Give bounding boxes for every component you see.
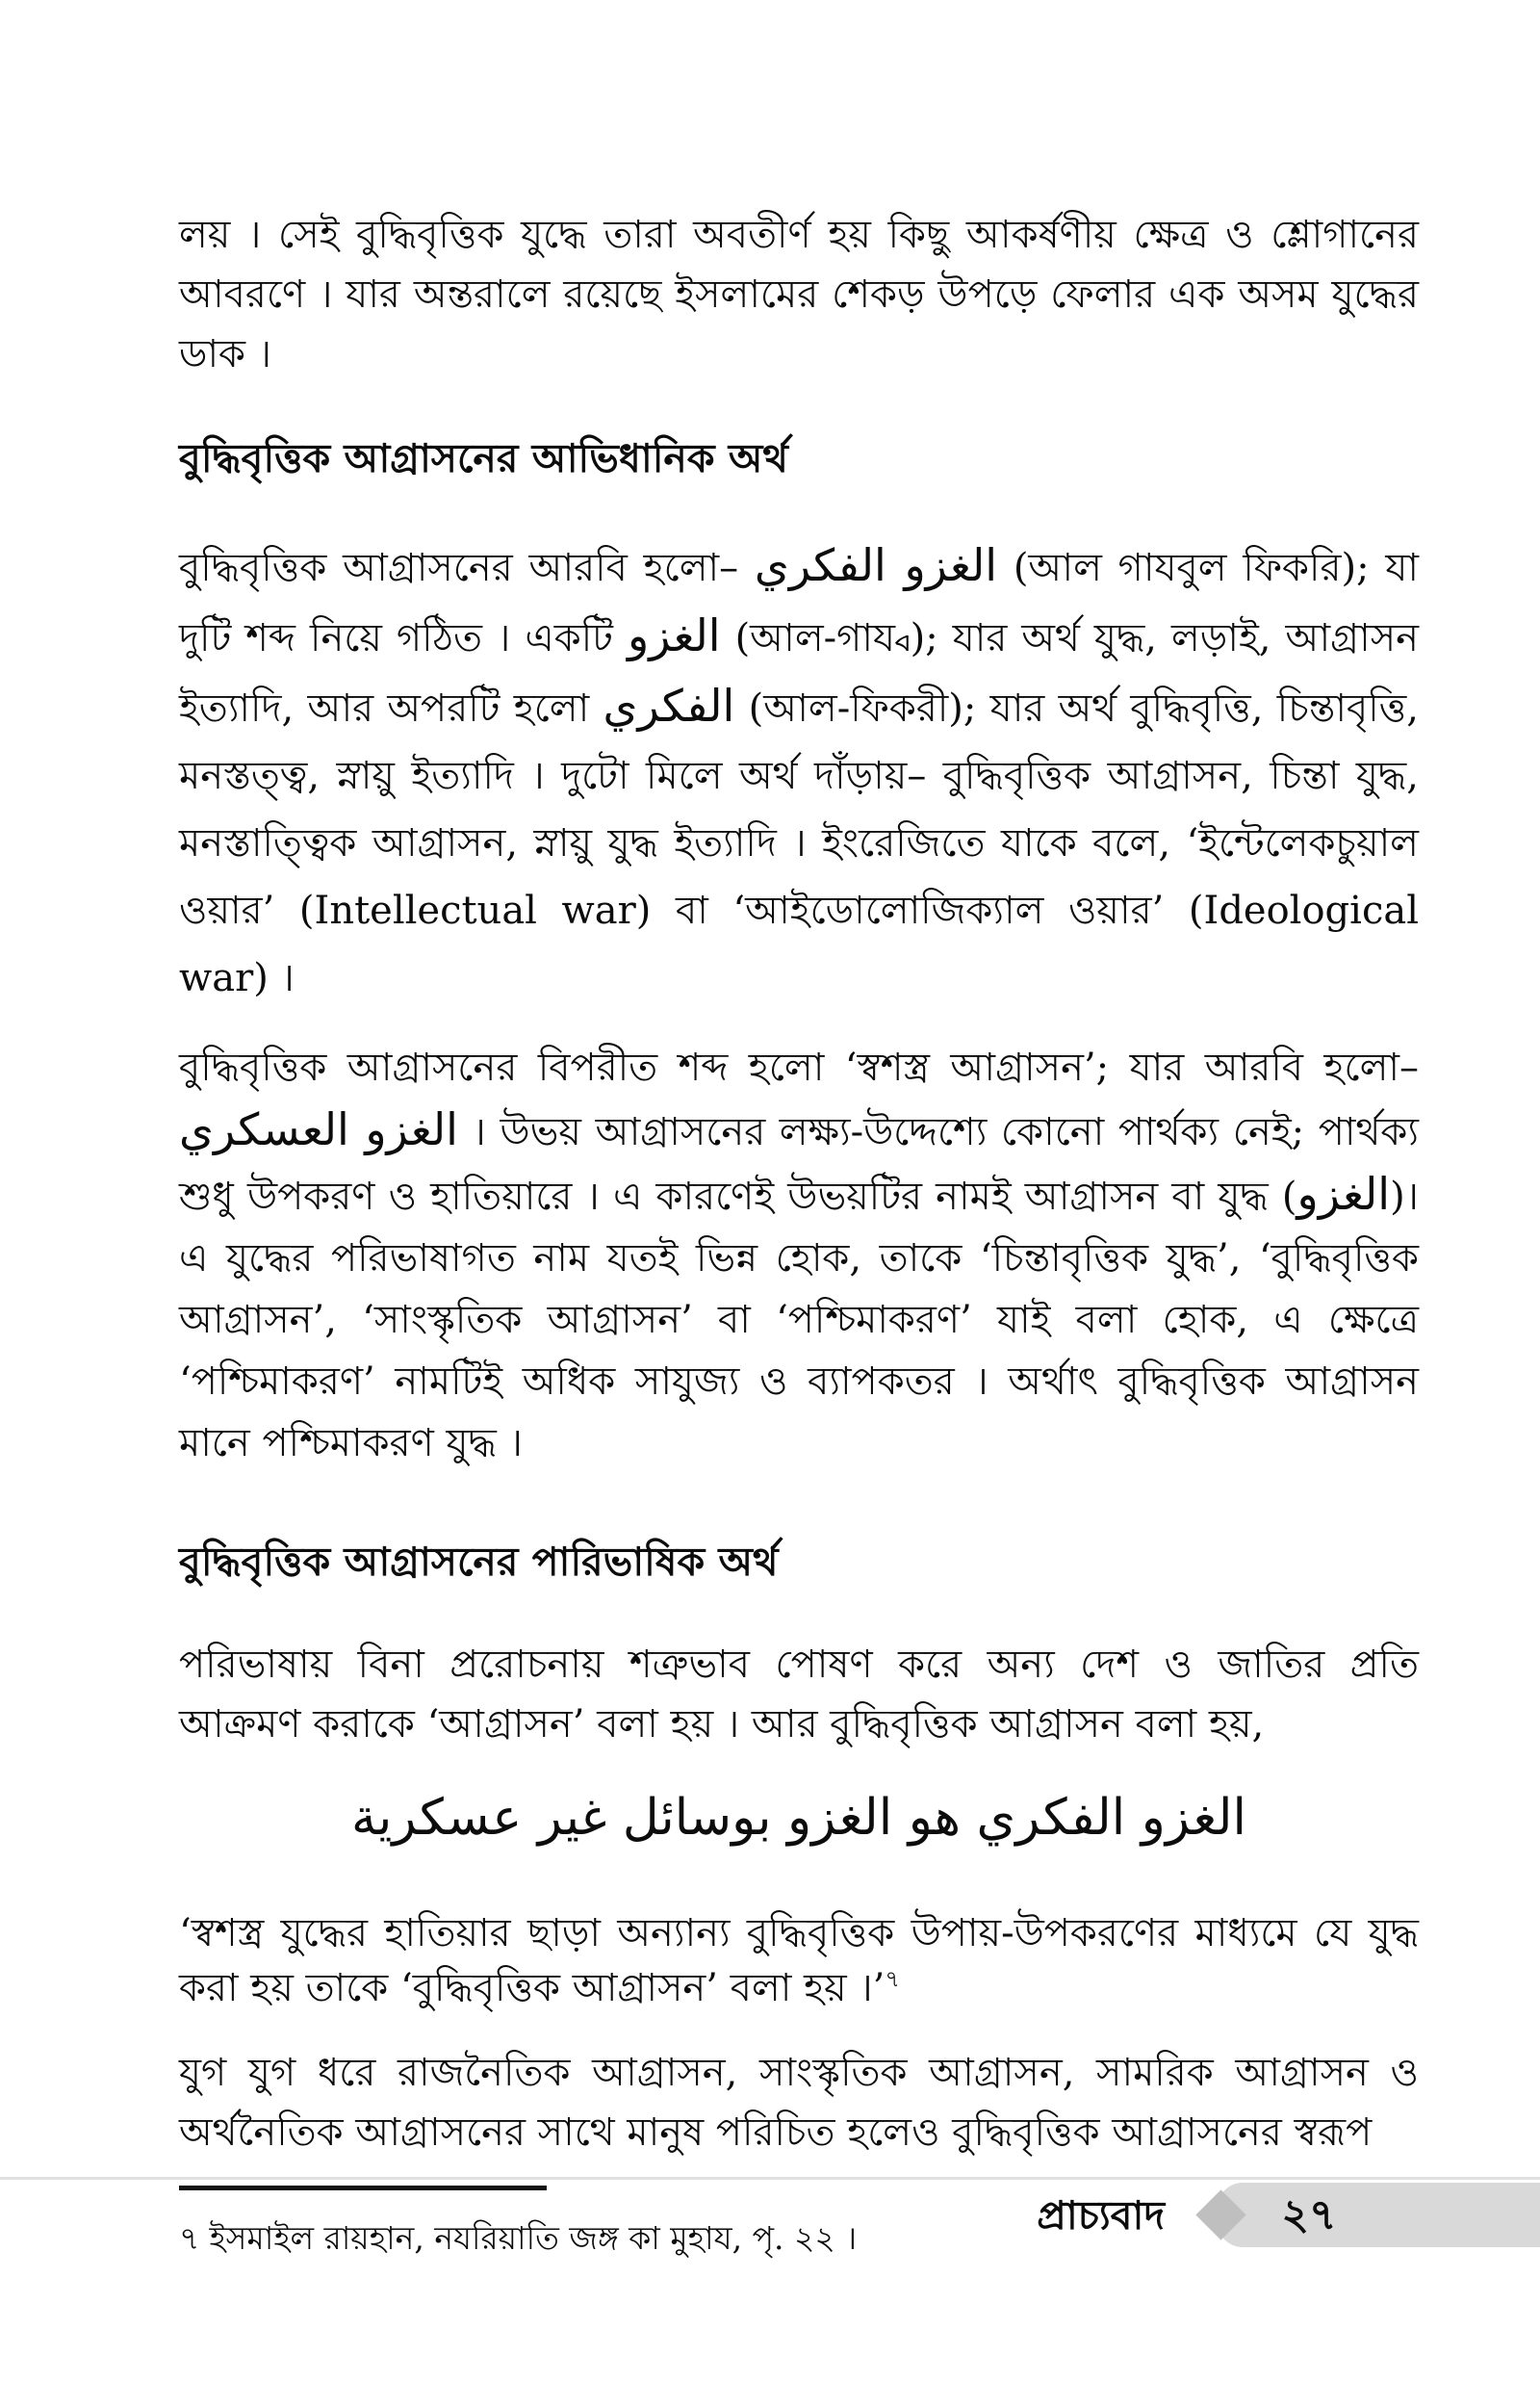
paragraph-definition: পরিভাষায় বিনা প্ররোচনায় শত্রুভাব পোষণ করে অন্য দেশ ও জাতির প্রতি আক্রমণ করাকে ‘আগ্রাসন’ বলা হয় । আর বুদ্ধিবৃত্তিক আগ্রাসন বলা হয়, <box>179 1643 1419 1747</box>
bengali-text: (আল গাযবুল ফিকরি); যা দুটি শব্দ নিয়ে গঠিত । একটি <box>179 546 1419 660</box>
page-number: ২৭ <box>1281 2190 1337 2239</box>
footnote-reference: ৭ <box>885 1965 900 1993</box>
arabic-inline-text: الغزو <box>627 609 721 661</box>
footnote-divider <box>179 2186 547 2190</box>
paragraph-closing: যুগ যুগ ধরে রাজনৈতিক আগ্রাসন, সাংস্কৃতিক আগ্রাসন, সামরিক আগ্রাসন ও অর্থনৈতিক আগ্রাসনের সাথে মানুষ পরিচিত হলেও বুদ্ধিবৃত্তিক আগ্রাসনের স্বরূপ <box>179 2051 1419 2155</box>
heading-lexical-meaning: বুদ্ধিবৃত্তিক আগ্রাসনের আভিধানিক অর্থ <box>179 435 788 481</box>
quote-paragraph <box>179 1906 1419 2016</box>
footer-book-title: প্রাচ্যবাদ <box>1037 2192 1165 2239</box>
arabic-inline-text: الغزو العسكري <box>179 1103 458 1155</box>
heading-terminological-meaning: বুদ্ধিবৃত্তিক আগ্রাসনের পারিভাষিক অর্থ <box>179 1539 779 1585</box>
paragraph-armed-aggression <box>179 1037 1419 1474</box>
bengali-text: )। এ যুদ্ধের পরিভাষাগত নাম যতই ভিন্ন হোক, তাকে ‘চিন্তাবৃত্তিক যুদ্ধ’, ‘বুদ্ধিবৃত্তিক আগ্রাসন’, ‘সাংস্কৃতিক আগ্রাসন’ বা ‘পশ্চিমাকরণ’ যাই বলা হোক, এ ক্ষেত্রে ‘পশ্চিমাকরণ’ নামটিই অধিক সাযুজ্য ও ব্যাপকতর । অর্থাৎ বুদ্ধিবৃত্তিক আগ্রাসন মানে পশ্চিমাকরণ যুদ্ধ । <box>179 1175 1419 1465</box>
arabic-definition-line: الغزو الفكري هو الغزو بوسائل غير عسكرية <box>351 1789 1246 1847</box>
page-content <box>179 0 1419 2293</box>
quote-text: ‘স্বশস্ত্র যুদ্ধের হাতিয়ার ছাড়া অন্যান্য বুদ্ধিবৃত্তিক উপায়-উপকরণের মাধ্যমে যে যুদ্ধ করা হয় তাকে ‘বুদ্ধিবৃত্তিক আগ্রাসন’ বলা হয় ।’ <box>179 1911 1419 2010</box>
footnote-marker: ৭ <box>179 2219 200 2257</box>
bengali-text: । উভয় আগ্রাসনের লক্ষ্য-উদ্দেশ্যে কোনো পার্থক্য নেই; পার্থক্য শুধু উপকরণ ও হাতিয়ারে । এ কারণেই উভয়টির নামই আগ্রাসন বা যুদ্ধ ( <box>179 1110 1419 1219</box>
bengali-text: (আল-গায্ব); যার অর্থ যুদ্ধ, লড়াই, আগ্রাসন ইত্যাদি, আর অপরটি হলো <box>179 616 1419 731</box>
paragraph-arabic-etymology <box>179 531 1419 1012</box>
bengali-text: বুদ্ধিবৃত্তিক আগ্রাসনের বিপরীত শব্দ হলো ‘স্বশস্ত্র আগ্রাসন’; যার আরবি হলো– <box>179 1046 1419 1090</box>
arabic-inline-text: الغزو الفكري <box>754 539 998 591</box>
bengali-text: বুদ্ধিবৃত্তিক আগ্রাসনের আরবি হলো– <box>179 546 755 590</box>
arabic-inline-text: الفكري <box>603 680 735 732</box>
bengali-text: (আল-ফিকরী); যার অর্থ বুদ্ধিবৃত্তি, চিন্তাবৃত্তি, মনস্তত্ত্ব, স্নায়ু ইত্যাদি । দুটো মিলে অর্থ দাঁড়ায়– বুদ্ধিবৃত্তিক আগ্রাসন, চিন্তা যুদ্ধ, মনস্তাত্ত্বিক আগ্রাসন, স্নায়ু যুদ্ধ ইত্যাদি । ইংরেজিতে যাকে বলে, ‘ইন্টেলেকচুয়াল ওয়ার’ (Intellectual war) বা ‘আইডোলোজিক্যাল ওয়ার’ (Ideological war) । <box>179 686 1419 1000</box>
paragraph-intro: লয় । সেই বুদ্ধিবৃত্তিক যুদ্ধে তারা অবতীর্ণ হয় কিছু আকর্ষণীয় ক্ষেত্র ও শ্লোগানের আবরণে । যার অন্তরালে রয়েছে ইসলামের শেকড় উপড়ে ফেলার এক অসম যুদ্ধের ডাক । <box>179 213 1419 376</box>
arabic-inline-text: الغزو <box>1296 1168 1391 1220</box>
footer-rule <box>0 2177 1540 2180</box>
footnote-text: ইসমাইল রায়হান, নযরিয়াতি জঙ্গ কা মুহায, পৃ. ২২ । <box>209 2219 858 2257</box>
